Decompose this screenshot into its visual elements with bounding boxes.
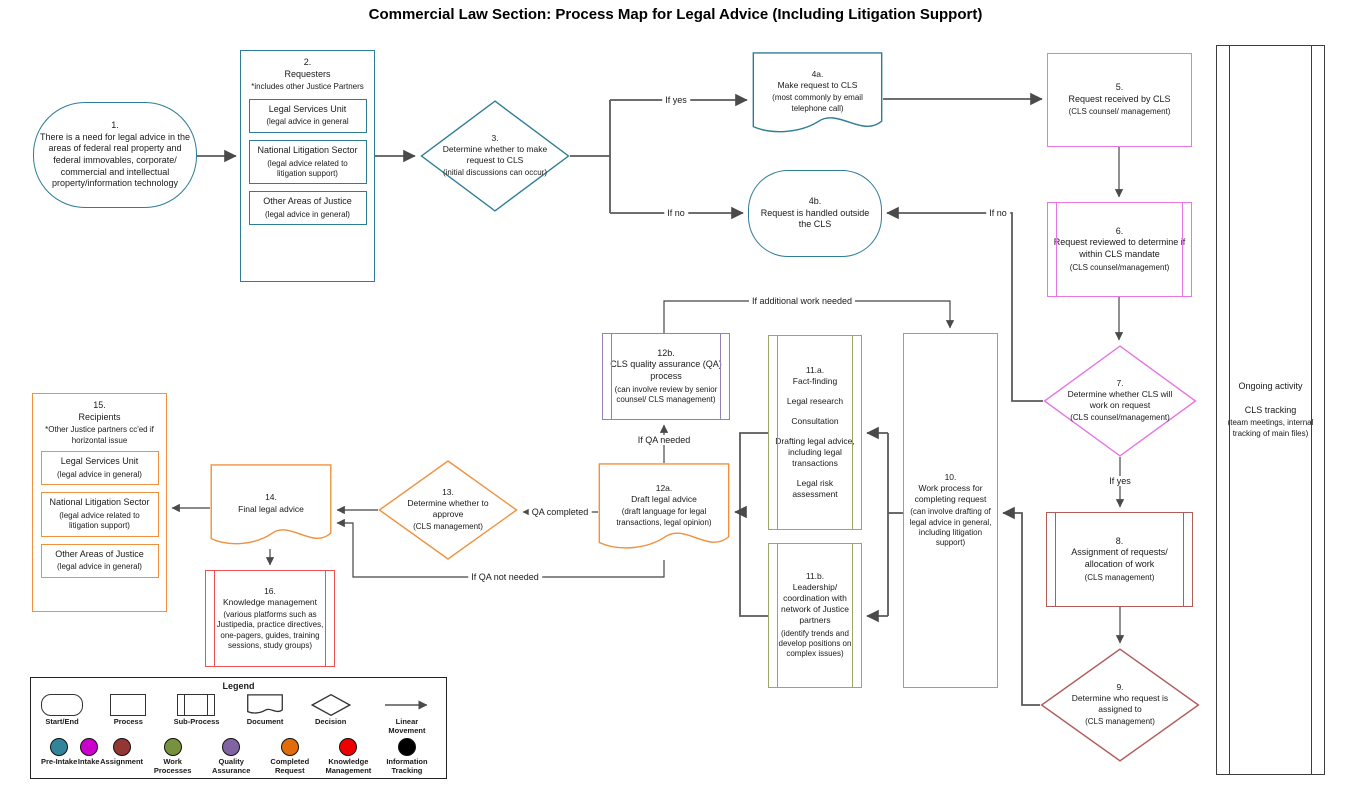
- node-5-request-received: [1047, 53, 1192, 147]
- node-11a-number: 11.a.: [805, 364, 825, 375]
- node-12a-textwrap: [598, 483, 730, 540]
- legend-label: Assignment: [100, 757, 144, 767]
- legend-label: Completed Request: [270, 757, 310, 775]
- legend-colors-row: [41, 738, 436, 775]
- node-11b-text: Leadership/ coordination with network of Justice partners: [780, 582, 850, 626]
- child-title: Legal Services Unit: [60, 456, 139, 467]
- legend-color-assignment: [100, 738, 143, 767]
- child-subtitle: (legal advice in general): [265, 210, 350, 219]
- child-title: Other Areas of Justice: [263, 196, 352, 207]
- page-title: Commercial Law Section: Process Map for Legal Advice (Including Litigation Support): [368, 6, 983, 23]
- node-15-child-national-litigation-sector: [41, 492, 159, 536]
- legend-color-work-processes: [144, 738, 202, 775]
- linear-movement-arrow-icon: [381, 694, 433, 716]
- legend-color-knowledge-management: [319, 738, 377, 775]
- node-5-text: Request received by CLS: [1068, 93, 1171, 104]
- edge-label-additional-work: If additional work needed: [749, 296, 855, 306]
- node-4a-textwrap: [752, 69, 883, 126]
- node-7-decision-cls-will-work: [1043, 345, 1197, 457]
- node-6-subtext: (CLS counsel/management): [1069, 262, 1170, 272]
- node-15-number: 15.: [93, 400, 106, 410]
- node-4b-handled-outside-cls: [748, 170, 882, 257]
- legend-label: Intake: [77, 757, 100, 767]
- node-14-text: Final legal advice: [238, 503, 304, 514]
- node-16-subtext: (various platforms such as Justipedia, practice directives, one-pagers, guides, training sessions, study groups): [216, 609, 324, 650]
- node-12b-number: 12b.: [657, 347, 675, 358]
- legend-label: Knowledge Management: [325, 757, 372, 775]
- decision-shape-icon: [311, 694, 351, 716]
- node-2-child-national-litigation-sector: [249, 140, 367, 184]
- node-16-number: 16.: [264, 585, 276, 596]
- legend: [30, 677, 447, 779]
- node-5-subtext: (CLS counsel/ management): [1068, 107, 1171, 117]
- child-title: National Litigation Sector: [257, 144, 358, 155]
- node-7-subtext: (CLS counsel/management): [1070, 413, 1170, 423]
- child-subtitle: (legal advice in general: [266, 117, 349, 127]
- node-13-textwrap: [378, 487, 518, 533]
- node-1-text: There is a need for legal advice in the areas of federal real property and federal immovables, corporate/ commercial and intellectual property/information technology: [39, 131, 191, 189]
- edge-label-3-no: If no: [664, 208, 688, 218]
- legend-item-decision: [311, 694, 351, 727]
- node-16-knowledge-management: [205, 570, 335, 667]
- node-4a-text: Make request to CLS: [777, 80, 858, 91]
- node-8-text: Assignment of requests/ allocation of work: [1071, 547, 1168, 570]
- node-8-assignment-of-requests: [1046, 512, 1193, 607]
- node-11a-line-consultation: Consultation: [791, 415, 839, 426]
- node-ongoing-activity-tracking: [1216, 45, 1325, 775]
- edge-label-qa-completed: QA completed: [529, 507, 592, 517]
- legend-item-start-end: [41, 694, 83, 727]
- node-2-number: 2.: [303, 57, 312, 67]
- node-4b-text: Request is handled outside the CLS: [760, 207, 870, 230]
- node-12a-draft-legal-advice: [598, 463, 730, 560]
- node-5-number: 5.: [1115, 82, 1124, 93]
- legend-item-linear-movement: [378, 694, 436, 735]
- node-9-textwrap: [1040, 682, 1200, 728]
- completed-request-color-dot: [281, 738, 299, 756]
- node-2-child-legal-services-unit: [249, 99, 367, 133]
- node-7-textwrap: [1043, 378, 1197, 424]
- sub-process-shape-icon: [177, 694, 215, 716]
- node-8-number: 8.: [1115, 535, 1124, 546]
- node-15-title: Recipients: [78, 411, 121, 422]
- child-subtitle: (legal advice related to litigation support): [267, 158, 348, 178]
- node-3-subtext: (initial discussions can occur): [442, 168, 548, 178]
- node-13-number: 13.: [442, 487, 454, 498]
- node-7-text: Determine whether CLS will work on request: [1067, 389, 1173, 411]
- legend-color-completed-request: [261, 738, 319, 775]
- child-subtitle: (legal advice in general): [57, 469, 142, 479]
- node-4a-subtext: (most commonly by email telephone call): [772, 93, 863, 113]
- node-14-textwrap: [232, 492, 310, 526]
- node-9-decision-who-assigned: [1040, 648, 1200, 762]
- node-10-text: Work process for completing request: [914, 483, 987, 505]
- node-15-child-legal-services-unit: [41, 451, 159, 485]
- legend-label: Information Tracking: [386, 757, 428, 775]
- node-14-final-legal-advice: [210, 464, 332, 555]
- node-14-number: 14.: [265, 492, 277, 503]
- edge-label-qa-not-needed: If QA not needed: [468, 572, 542, 582]
- node-2-child-other-areas-of-justice: [249, 191, 367, 225]
- legend-color-intake: [78, 738, 100, 767]
- node-15-child-other-areas-of-justice: [41, 544, 159, 578]
- legend-item-sub-process: [174, 694, 220, 727]
- node-1-number: 1.: [111, 119, 119, 130]
- node-6-request-reviewed: [1047, 202, 1192, 297]
- node-12b-text: CLS quality assurance (QA) process: [610, 359, 722, 381]
- node-11b-subtext: (identify trends and develop positions on complex issues): [778, 628, 852, 659]
- node-12a-text: Draft legal advice: [631, 494, 697, 505]
- node-12b-quality-assurance: [602, 333, 730, 420]
- node-15-note: *Other Justice partners cc'ed if horizontal issue: [45, 425, 154, 445]
- child-title: National Litigation Sector: [49, 497, 150, 508]
- child-subtitle: (legal advice in general): [57, 562, 142, 572]
- edge-label-3-yes: If yes: [662, 95, 690, 105]
- legend-label: Decision: [315, 717, 347, 726]
- child-title: Legal Services Unit: [268, 103, 347, 114]
- ongoing-line1: Ongoing activity: [1238, 380, 1303, 391]
- legend-title: Legend: [222, 681, 255, 691]
- legend-color-pre-intake: [41, 738, 77, 767]
- node-3-textwrap: [420, 133, 570, 179]
- legend-label: Process: [113, 717, 143, 726]
- node-11a-line-fact-finding: Fact-finding: [792, 375, 838, 386]
- node-3-text: Determine whether to make request to CLS: [442, 144, 548, 166]
- node-10-work-process: [903, 333, 998, 688]
- node-9-text: Determine who request is assigned to: [1071, 693, 1169, 715]
- node-16-text: Knowledge management: [222, 596, 318, 607]
- node-4b-number: 4b.: [808, 195, 822, 206]
- node-11a-line-legal-research: Legal research: [786, 395, 844, 406]
- ongoing-subtext: (team meetings, internal tracking of main files): [1227, 418, 1314, 438]
- legend-label: Sub-Process: [173, 717, 220, 726]
- node-11a-line-risk: Legal risk assessment: [792, 478, 838, 500]
- node-11b-number: 11.b.: [805, 571, 825, 582]
- node-13-decision-approve: [378, 460, 518, 560]
- start-end-shape-icon: [41, 694, 83, 716]
- legend-label: Document: [246, 717, 284, 726]
- legend-label: Linear Movement: [388, 717, 426, 735]
- node-11b-leadership-coordination: [768, 543, 862, 688]
- legend-shapes-row: [41, 694, 436, 735]
- legend-color-information-tracking: [378, 738, 436, 775]
- node-9-subtext: (CLS management): [1085, 717, 1155, 727]
- legend-label: Work Processes: [153, 757, 192, 775]
- node-12a-number: 12a.: [655, 483, 673, 494]
- node-6-text: Request reviewed to determine if within CLS mandate: [1053, 237, 1186, 260]
- node-11a-line-drafting: Drafting legal advice, including legal transactions: [775, 435, 855, 469]
- node-4a-number: 4a.: [811, 69, 824, 80]
- edge-label-7-yes: If yes: [1106, 476, 1134, 486]
- node-3-number: 3.: [491, 133, 499, 144]
- assignment-color-dot: [113, 738, 131, 756]
- information-tracking-color-dot: [398, 738, 416, 756]
- node-1-start-need-for-legal-advice: [33, 102, 197, 208]
- node-7-number: 7.: [1116, 378, 1124, 389]
- child-title: Other Areas of Justice: [55, 548, 144, 559]
- node-12a-subtext: (draft language for legal transactions, legal opinion): [616, 507, 712, 527]
- legend-label: Start/End: [45, 717, 79, 726]
- ongoing-line2: CLS tracking: [1244, 404, 1297, 415]
- node-2-title: Requesters: [284, 68, 331, 79]
- node-10-subtext: (can involve drafting of legal advice in general, including litigation support): [909, 507, 992, 548]
- node-11a-work-activities: [768, 335, 862, 530]
- node-8-subtext: (CLS management): [1084, 572, 1155, 582]
- child-subtitle: (legal advice related to litigation support): [59, 510, 140, 531]
- node-10-number: 10.: [944, 472, 957, 483]
- node-2-requesters: [240, 50, 375, 282]
- node-9-number: 9.: [1116, 682, 1124, 693]
- pre-intake-color-dot: [50, 738, 68, 756]
- legend-color-quality-assurance: [202, 738, 260, 775]
- node-2-note: *includes other Justice Partners: [251, 82, 364, 92]
- node-6-number: 6.: [1115, 225, 1124, 236]
- node-13-subtext: (CLS management): [413, 522, 483, 532]
- node-12b-subtext: (can involve review by senior counsel/ CLS management): [614, 384, 718, 405]
- process-shape-icon: [110, 694, 146, 716]
- knowledge-management-color-dot: [339, 738, 357, 756]
- edge-label-qa-needed: If QA needed: [635, 435, 694, 445]
- intake-color-dot: [80, 738, 98, 756]
- legend-label: Pre-Intake: [41, 757, 78, 767]
- work-processes-color-dot: [164, 738, 182, 756]
- legend-item-document: [247, 694, 284, 727]
- node-15-recipients: [32, 393, 167, 612]
- legend-item-process: [110, 694, 146, 727]
- quality-assurance-color-dot: [222, 738, 240, 756]
- document-shape-icon: [247, 694, 283, 716]
- node-13-text: Determine whether to approve: [407, 498, 489, 520]
- node-4a-make-request-document: [752, 52, 883, 143]
- edge-label-7-no: If no: [986, 208, 1010, 218]
- legend-label: Quality Assurance: [212, 757, 251, 775]
- node-3-decision-make-request: [420, 100, 570, 212]
